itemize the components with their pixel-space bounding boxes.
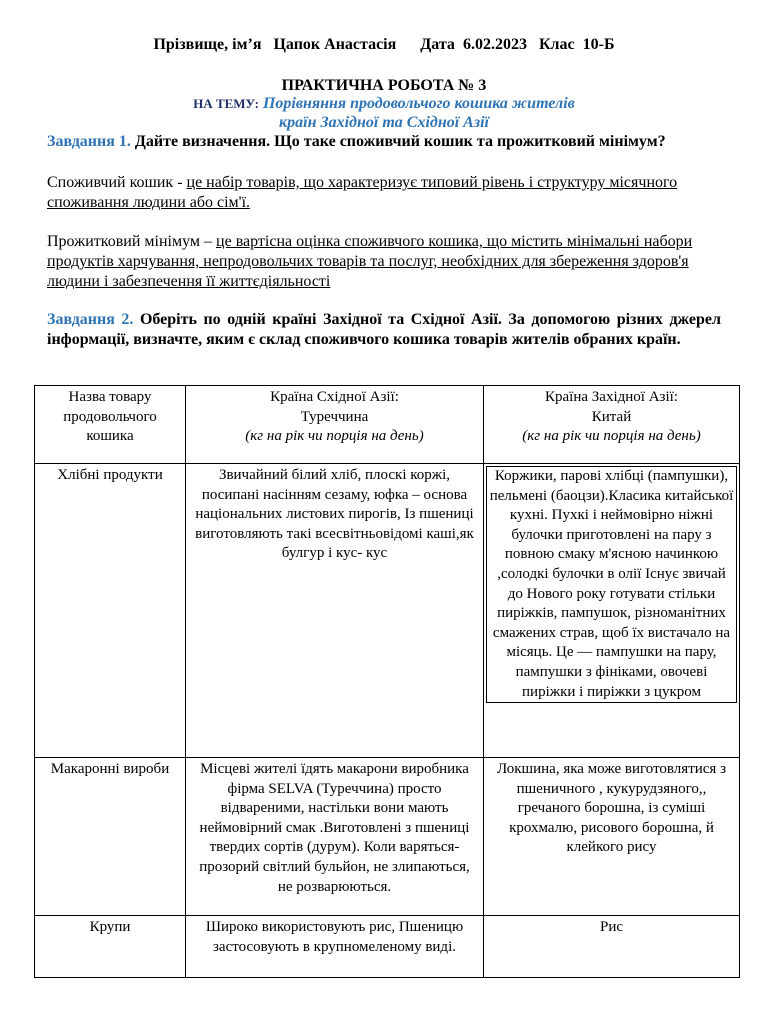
row-east: Місцеві жителі їдять макарони виробника фірма SELVA (Туреччина) просто відвареними, настільки вони мають неймовірний смак .Виготовлені з пшениці твердих сортів (дурум). Коли варяться-прозорий світлий бульйон, не злипаються, не розварюються. — [186, 758, 484, 916]
page-title: ПРАКТИЧНА РОБОТА № 3 — [281, 77, 487, 94]
task-1 — [47, 132, 721, 152]
def-2-text: це вартісна оцінка споживчого кошика, що містить мінімальні набори продуктів харчування, непродовольчих товарів та послуг, необхідних для збереження здоров'я людини і забезпечення її життєдіяльності — [47, 233, 693, 290]
row-east: Звичайний білий хліб, плоскі коржі, посипані насінням сезаму, юфка – основа національних листових пирогів, Із пшениці виготовляють такі всесвітньовідомі каші,як булгур і кус- кус — [186, 464, 484, 758]
header-product: Назва товару продовольчого кошика — [35, 386, 186, 464]
east-country: Туреччина — [300, 408, 369, 425]
surname-label: Прізвище, ім’я — [153, 36, 262, 53]
row-product: Макаронні вироби — [35, 758, 186, 916]
header-west-asia — [484, 386, 740, 464]
east-title: Країна Східної Азії: — [270, 389, 399, 405]
table-row — [35, 464, 740, 758]
task-2 — [47, 310, 721, 350]
row-west — [484, 464, 740, 758]
task-2-number: Завдання 2. — [47, 311, 134, 328]
header-east-asia — [186, 386, 484, 464]
row-product: Хлібні продукти — [35, 464, 186, 758]
def-1-term: Споживчий кошик — [47, 174, 174, 191]
row-west: Рис — [484, 916, 740, 978]
west-title: Країна Західної Азії: — [545, 389, 678, 405]
row-west: Локшина, яка може виготовлятися з пшеничного , кукурудзяного,, гречаного борошна, із суміші крохмалю, рисового борошна, й клейкого рису — [484, 758, 740, 916]
west-note: (кг на рік чи порція на день) — [522, 428, 701, 445]
class-value: 10-Б — [582, 36, 615, 53]
task-1-text: Дайте визначення. Що таке споживчий кошик та прожитковий мінімум? — [134, 133, 666, 150]
class-label: Клас — [538, 36, 575, 53]
def-2-term: Прожитковий мінімум – — [47, 233, 213, 250]
date-value: 6.02.2023 — [462, 36, 527, 53]
date-label: Дата — [420, 36, 455, 53]
definition-subsistence-minimum — [47, 232, 721, 292]
west-country: Китай — [591, 408, 632, 425]
consumer-basket-table — [34, 385, 740, 978]
definition-consumer-basket — [47, 173, 721, 213]
task-1-number: Завдання 1. — [47, 133, 131, 150]
row-product: Крупи — [35, 916, 186, 978]
table-header-row — [35, 386, 740, 464]
def-1-sep: - — [173, 174, 187, 191]
topic-line-1: Порівняння продовольчого кошика жителів — [262, 95, 575, 112]
topic — [0, 94, 768, 132]
east-note: (кг на рік чи порція на день) — [245, 428, 424, 445]
topic-line-2: країн Західної та Східної Азії — [279, 114, 489, 131]
row-west-box: Коржики, парові хлібці (пампушки), пельмені (баоцзи).Класика китайської кухні. Пухкі і неймовірно ніжні булочки приготовлені на пару з повною смаку м'ясною начинкою ,солодкі булочки в олії Існує звичай до Нового року готувати стільки пиріжків, пампушок, різноманітних смажених страв, щоб їх вистачало на місяць. Це — пампушки на пару, пампушки з фініками, овочеві пиріжки і пиріжки з цукром — [486, 466, 737, 703]
table-row — [35, 758, 740, 916]
table-row — [35, 916, 740, 978]
def-1-text: це набір товарів, що характеризує типовий рівень і структуру місячного споживання людини або сім'ї. — [47, 174, 678, 211]
task-2-text: Оберіть по одній країні Західної та Східної Азії. За допомогою різних джерел інформації, визначте, яким є склад споживчого кошика товарів жителів обраних країн. — [47, 311, 722, 348]
student-header — [0, 36, 768, 54]
surname-value: Цапок Анастасія — [273, 36, 397, 53]
topic-label: НА ТЕМУ: — [193, 96, 259, 111]
row-east: Широко використовують рис, Пшеницю застосовують в крупномеленому виді. — [186, 916, 484, 978]
